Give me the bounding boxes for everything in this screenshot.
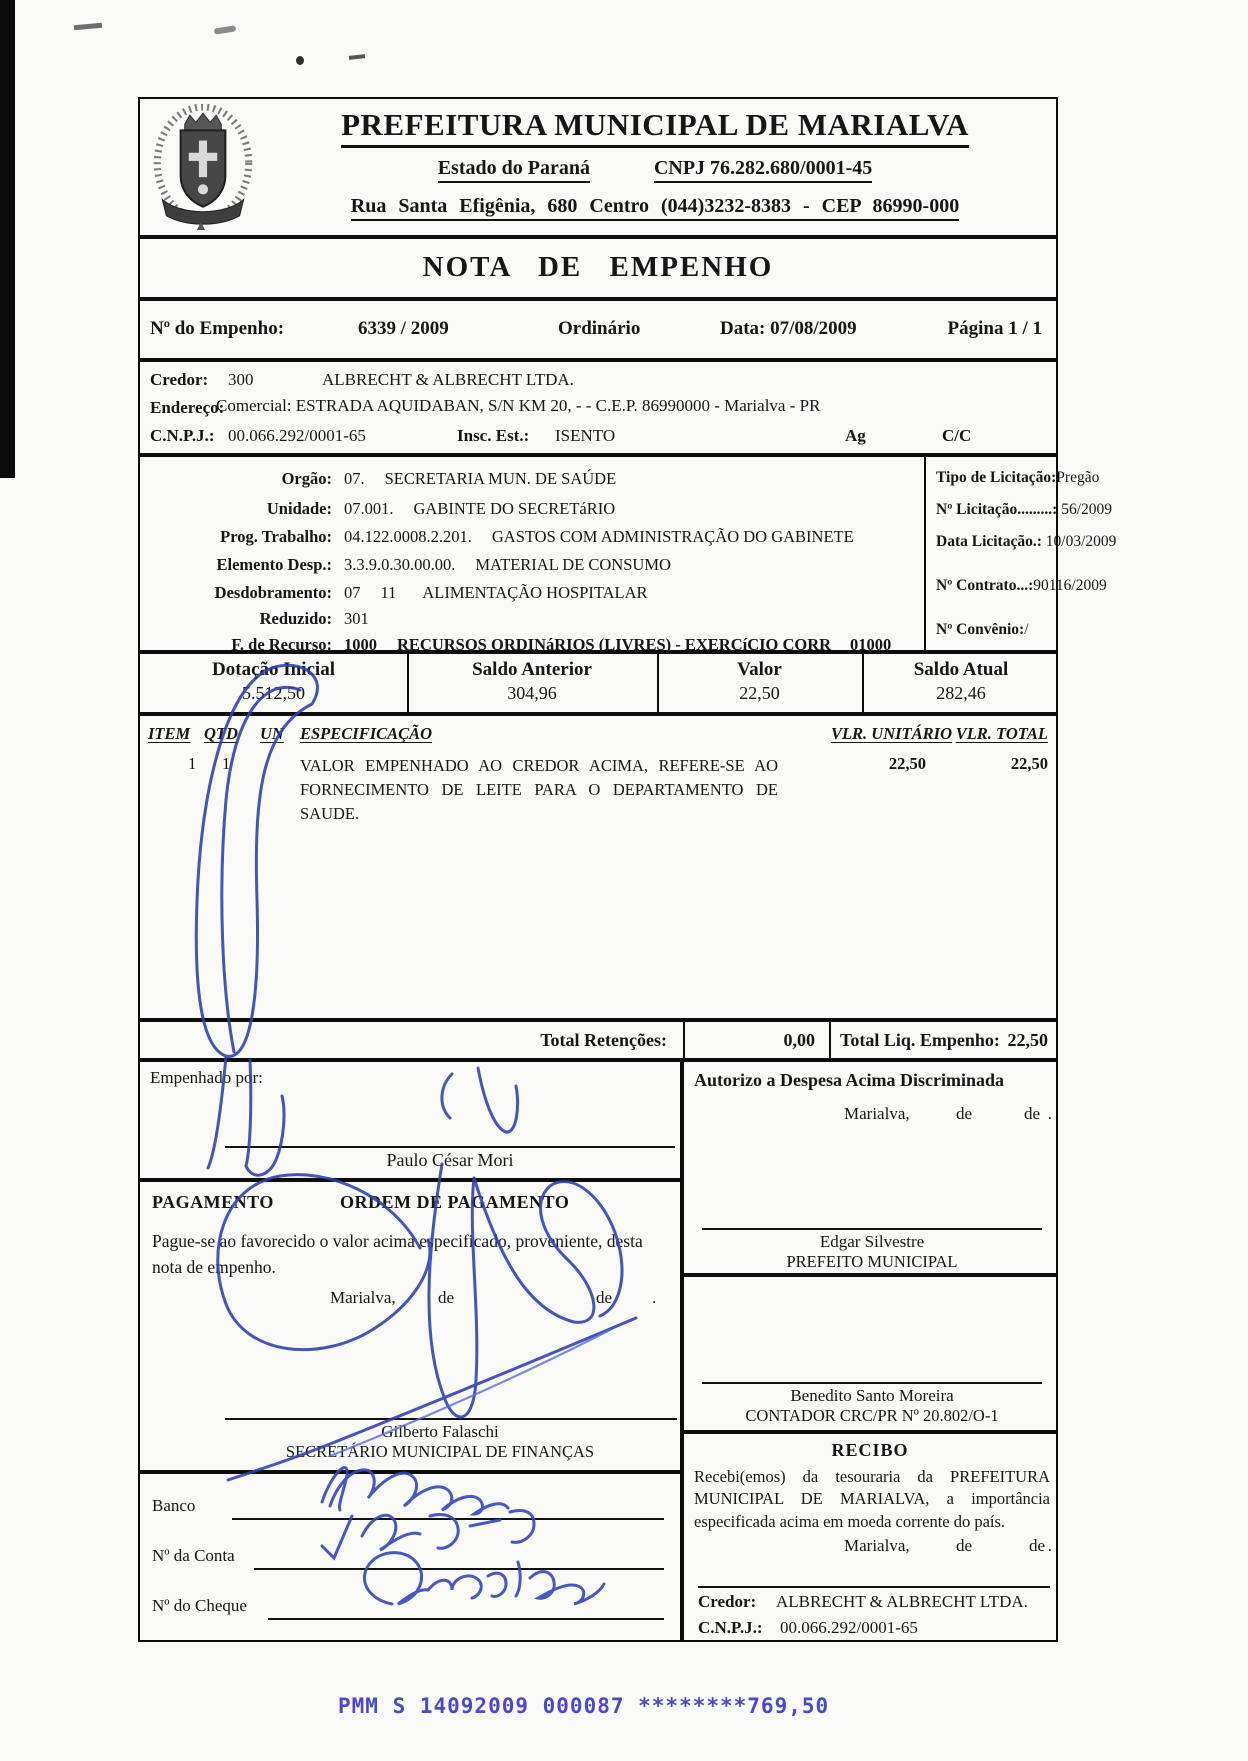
autorizo-box — [682, 1060, 1058, 1275]
page-indicator: Página 1 / 1 — [947, 318, 1042, 339]
licitacao-label: Nº Contrato...: — [936, 577, 1034, 594]
contador-nome: Benedito Santo Moreira — [790, 1386, 954, 1405]
orgao-label: Elemento Desp.: — [216, 555, 332, 574]
credor-label: Credor: — [150, 370, 209, 389]
licitacao-convenio — [936, 621, 1029, 639]
contador-box — [682, 1275, 1058, 1432]
col-vlr-unitario: VLR. UNITÁRIO — [830, 724, 952, 743]
orgao-row — [140, 555, 920, 575]
recibo-title: RECIBO — [831, 1440, 909, 1460]
banco-line — [232, 1518, 664, 1520]
total-retencoes-label: Total Retenções: — [540, 1030, 667, 1050]
credor-name: ALBRECHT & ALBRECHT LTDA. — [322, 370, 574, 389]
pagamento-texto: Pague-se ao favorecido o valor acima especificado, proveniente, desta nota de empenho. — [152, 1231, 643, 1278]
prefeitura-title: PREFEITURA MUNICIPAL DE MARIALVA — [341, 107, 969, 148]
orgao-code: 07.001. — [344, 499, 394, 518]
saldo-atual-cell — [862, 654, 1060, 712]
de: de — [596, 1288, 613, 1307]
empenho-number-label: Nº do Empenho: — [150, 318, 285, 339]
dotacao-inicial-label: Dotação Inicial — [212, 659, 335, 680]
orgao-code: 1000 — [344, 635, 377, 654]
saldo-atual-label: Saldo Atual — [913, 659, 1009, 680]
item-vlr-unitario: 22,50 — [888, 754, 926, 773]
licitacao-value: 10/03/2009 — [1041, 533, 1117, 550]
licitacao-value: 90116/2009 — [1033, 577, 1107, 594]
scan-mark — [214, 25, 237, 34]
licitacao-label: Tipo de Licitação: — [936, 469, 1057, 486]
de: de — [1029, 1536, 1046, 1555]
orgao-label: Desdobramento: — [214, 583, 332, 602]
retencoes-divider — [829, 1022, 831, 1058]
recibo-cnpj-value: 00.066.292/0001-65 — [780, 1618, 918, 1637]
recibo-cnpj-label: C.N.P.J.: — [698, 1618, 763, 1637]
cnpj-header: CNPJ 76.282.680/0001-45 — [654, 157, 872, 183]
insc-est-value: ISENTO — [555, 426, 616, 445]
scan-mark — [74, 23, 102, 30]
cnpj-value: 00.066.292/0001-65 — [228, 426, 366, 445]
cc-label: C/C — [942, 426, 972, 445]
recurso-tail-code: 01000 — [850, 635, 892, 654]
col-vlr-total: VLR. TOTAL — [955, 724, 1048, 743]
insc-est-label: Insc. Est.: — [457, 426, 530, 445]
orgao-label: Orgão: — [281, 469, 332, 488]
orgao-row — [140, 583, 920, 603]
de: de — [438, 1288, 455, 1307]
ag-label: Ag — [845, 426, 866, 445]
orgao-desc: SECRETARIA MUN. DE SAÚDE — [384, 469, 617, 488]
dotacao-inicial-value: 5.512,50 — [242, 683, 305, 703]
item-number: 1 — [188, 754, 197, 773]
conta-line — [254, 1568, 664, 1570]
licitacao-value: / — [1024, 621, 1029, 638]
empenho-type: Ordinário — [558, 318, 641, 339]
orgao-desc: MATERIAL DE CONSUMO — [475, 555, 671, 574]
recibo-credor-label: Credor: — [698, 1592, 757, 1611]
saldo-anterior-cell — [407, 654, 657, 712]
pagamento-title: PAGAMENTO — [152, 1192, 274, 1212]
orgao-code: 07 — [344, 583, 361, 602]
municipal-coat-of-arms-logo — [150, 104, 256, 230]
col-un: UN — [260, 724, 284, 743]
prefeito-nome: Edgar Silvestre — [819, 1232, 925, 1251]
scan-mark — [349, 54, 365, 60]
col-item: ITEM — [148, 724, 191, 743]
licitacao-value: 56/2009 — [1057, 501, 1113, 518]
totais-box — [138, 652, 1058, 714]
cidade: Marialva, — [844, 1536, 910, 1555]
orgao-row — [140, 469, 920, 489]
valor-value: 22,50 — [739, 683, 780, 703]
col-especificacao: ESPECIFICAÇÃO — [300, 724, 433, 743]
orgao-row — [140, 527, 920, 547]
de: de — [1024, 1104, 1041, 1123]
total-retencoes-value: 0,00 — [783, 1030, 815, 1050]
orgao-label: Reduzido: — [259, 609, 332, 628]
de: de — [956, 1104, 973, 1123]
empenhado-nome: Paulo César Mori — [386, 1150, 514, 1170]
retencoes-row — [138, 1020, 1058, 1060]
recibo-credor-value: ALBRECHT & ALBRECHT LTDA. — [776, 1592, 1028, 1611]
banco-label: Banco — [152, 1496, 196, 1515]
doc-title-band — [138, 237, 1058, 299]
ordem-pagamento-title: ORDEM DE PAGAMENTO — [340, 1192, 570, 1212]
credor-code: 300 — [228, 370, 254, 389]
ponto: . — [1047, 1536, 1052, 1555]
orgao-code: 07. — [344, 469, 365, 488]
valor-cell — [657, 654, 862, 712]
saldo-atual-value: 282,46 — [936, 683, 986, 703]
header-box — [138, 97, 1058, 237]
total-liq-value: 22,50 — [1007, 1030, 1048, 1050]
scan-edge-artifact — [0, 0, 15, 478]
item-vlr-total: 22,50 — [1010, 754, 1048, 773]
empenhado-por-label: Empenhado por: — [150, 1068, 263, 1087]
licitacao-label: Data Licitação.: — [936, 533, 1042, 550]
secretario-nome: Gilberto Falaschi — [381, 1422, 499, 1441]
secretario-cargo: SECRETÁRIO MUNICIPAL DE FINANÇAS — [285, 1442, 595, 1461]
licitacao-contrato — [936, 577, 1107, 595]
item-qtd: 1 — [222, 754, 231, 773]
orgao-box — [138, 455, 1117, 654]
orgao-row — [140, 499, 920, 519]
endereco-label: Endereço: — [150, 398, 225, 417]
licitacao-label: Nº Licitação.........: — [936, 501, 1058, 518]
empenho-number: 6339 / 2009 — [358, 318, 449, 339]
scan-mark — [296, 56, 304, 65]
treasury-stamp-line: PMM S 14092009 000087 ********769,50 — [338, 1694, 830, 1718]
empenhado-signature-line — [225, 1146, 675, 1148]
estado-label: Estado do Paraná — [438, 157, 590, 183]
licitacao-tipo — [936, 469, 1099, 487]
valor-label: Valor — [737, 659, 782, 680]
orgao-divider — [924, 457, 926, 650]
licitacao-value: Pregão — [1056, 469, 1100, 486]
orgao-label: Unidade: — [266, 499, 332, 518]
autorizo-title: Autorizo a Despesa Acima Discriminada — [694, 1070, 1004, 1090]
recibo-texto: Recebi(emos) da tesouraria da PREFEITURA MUNICIPAL DE MARIALVA, a importância especificada acima em moeda corrente do país. — [694, 1467, 1050, 1531]
saldo-anterior-label: Saldo Anterior — [472, 659, 592, 680]
credor-box — [138, 360, 1058, 455]
cheque-line — [268, 1618, 664, 1620]
orgao-desc: ALIMENTAÇÃO HOSPITALAR — [422, 583, 648, 602]
recibo-credor-line — [698, 1586, 1050, 1588]
licitacao-data — [936, 533, 1116, 551]
orgao-desc: GASTOS COM ADMINISTRAÇÃO DO GABINETE — [491, 527, 854, 546]
dotacao-inicial-cell — [140, 654, 407, 712]
licitacao-numero — [936, 501, 1112, 519]
doc-title: NOTA DE EMPENHO — [422, 251, 774, 283]
orgao-desc: RECURSOS ORDINáRIOS (LIVRES) - EXERCíCIO CORR — [397, 635, 832, 654]
cidade: Marialva, — [844, 1104, 910, 1123]
address-line: Rua Santa Efigênia, 680 Centro (044)3232-8383 - CEP 86990-000 — [351, 195, 959, 221]
ponto: . — [652, 1288, 657, 1307]
recibo-box — [682, 1432, 1058, 1642]
col-qtd: QTD — [204, 724, 238, 743]
orgao-row — [140, 609, 920, 629]
endereco-value: Comercial: ESTRADA AQUIDABAN, S/N KM 20, - - C.E.P. 86990000 - Marialva - PR — [216, 396, 821, 415]
orgao-code: 3.3.9.0.30.00.00. — [344, 555, 456, 574]
orgao-desc: GABINTE DO SECRETáRIO — [413, 499, 616, 518]
itens-box — [138, 714, 1058, 1020]
empenho-date: Data: 07/08/2009 — [720, 318, 857, 339]
banco-box — [138, 1472, 682, 1642]
header-text — [264, 107, 1046, 221]
cnpj-label: C.N.P.J.: — [150, 426, 215, 445]
total-liq-label: Total Liq. Empenho: — [840, 1030, 1000, 1050]
orgao-label: F. de Recurso: — [231, 635, 332, 654]
orgao-code: 04.122.0008.2.201. — [344, 527, 472, 546]
prefeito-cargo: PREFEITO MUNICIPAL — [786, 1252, 958, 1271]
contador-signature-line — [702, 1382, 1042, 1384]
orgao-code: 301 — [344, 609, 369, 628]
cheque-label: Nº do Cheque — [152, 1596, 247, 1615]
ponto: . — [1047, 1104, 1052, 1123]
secretario-signature-line — [225, 1418, 677, 1420]
de: de — [956, 1536, 973, 1555]
saldo-anterior-value: 304,96 — [507, 683, 557, 703]
empenhado-box — [138, 1060, 682, 1180]
contador-cargo: CONTADOR CRC/PR Nº 20.802/O-1 — [745, 1406, 999, 1425]
licitacao-label: Nº Convênio: — [936, 621, 1025, 638]
cidade: Marialva, — [330, 1288, 396, 1307]
empenho-row — [138, 299, 1058, 360]
orgao-label: Prog. Trabalho: — [220, 527, 332, 546]
conta-label: Nº da Conta — [152, 1546, 235, 1565]
orgao-subcode: 11 — [380, 583, 397, 602]
pagamento-box — [138, 1180, 682, 1472]
item-especificacao: VALOR EMPENHADO AO CREDOR ACIMA, REFERE-SE AO FORNECIMENTO DE LEITE PARA O DEPARTAMENTO DE SAUDE. — [300, 756, 778, 823]
prefeito-signature-line — [702, 1228, 1042, 1230]
